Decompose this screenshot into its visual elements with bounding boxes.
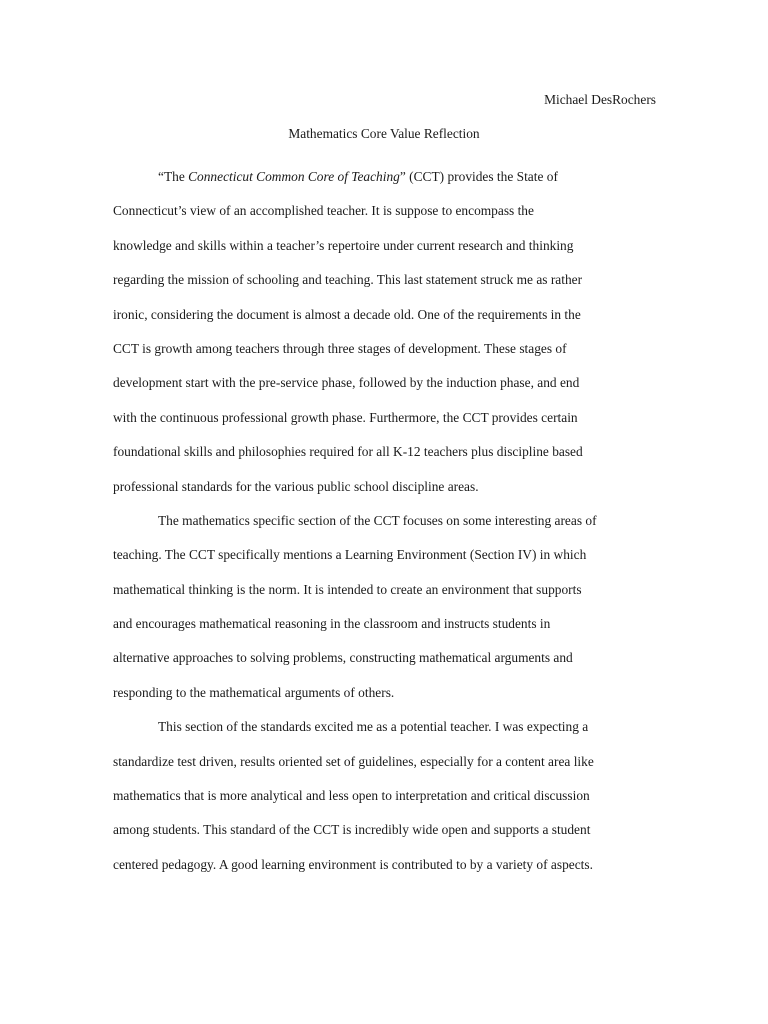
author-name: Michael DesRochers: [544, 92, 656, 107]
paragraph-line: with the continuous professional growth phase. Furthermore, the CCT provides certain: [113, 409, 578, 425]
paragraph-line: standardize test driven, results oriented set of guidelines, especially for a content area like: [113, 753, 594, 769]
paragraph-line: CCT is growth among teachers through three stages of development. These stages of: [113, 340, 567, 356]
paragraph-line: This section of the standards excited me as a potential teacher. I was expecting a: [158, 719, 589, 735]
paragraph-line: mathematics that is more analytical and less open to interpretation and critical discussion: [113, 788, 590, 804]
paragraph-line: responding to the mathematical arguments of others.: [113, 684, 395, 700]
paragraph-line: teaching. The CCT specifically mentions a Learning Environment (Section IV) in which: [113, 547, 587, 563]
paragraph-line: ironic, considering the document is almost a decade old. One of the requirements in the: [113, 306, 581, 322]
paragraph-1: [113, 160, 673, 504]
quote-close-text: ” (CCT) provides the State of: [399, 169, 558, 184]
paragraph-2: [113, 504, 673, 710]
paragraph-line: knowledge and skills within a teacher’s repertoire under current research and thinking: [113, 237, 574, 253]
document-body: [113, 160, 673, 882]
italic-document-name: Connecticut Common Core of Teaching: [188, 169, 400, 184]
paragraph-line: mathematical thinking is the norm. It is intended to create an environment that supports: [113, 581, 582, 597]
paragraph-line: foundational skills and philosophies required for all K-12 teachers plus discipline based: [113, 444, 583, 460]
paragraph-line: centered pedagogy. A good learning environment is contributed to by a variety of aspects.: [113, 856, 593, 872]
paragraph-line: The mathematics specific section of the CCT focuses on some interesting areas of: [158, 512, 597, 528]
paragraph-line: Connecticut’s view of an accomplished teacher. It is suppose to encompass the: [113, 203, 534, 219]
paragraph-line: development start with the pre-service phase, followed by the induction phase, and end: [113, 375, 580, 391]
quote-open-text: “The: [158, 169, 189, 184]
paragraph-3: [113, 710, 673, 882]
paragraph-line: [113, 160, 673, 194]
paragraph-line: regarding the mission of schooling and teaching. This last statement struck me as rather: [113, 272, 583, 288]
document-title: Mathematics Core Value Reflection: [288, 126, 480, 141]
paragraph-line: professional standards for the various public school discipline areas.: [113, 478, 479, 494]
paragraph-line: alternative approaches to solving problems, constructing mathematical arguments and: [113, 650, 573, 666]
paragraph-line: and encourages mathematical reasoning in the classroom and instructs students in: [113, 616, 551, 632]
paragraph-line: among students. This standard of the CCT is incredibly wide open and supports a student: [113, 822, 591, 838]
